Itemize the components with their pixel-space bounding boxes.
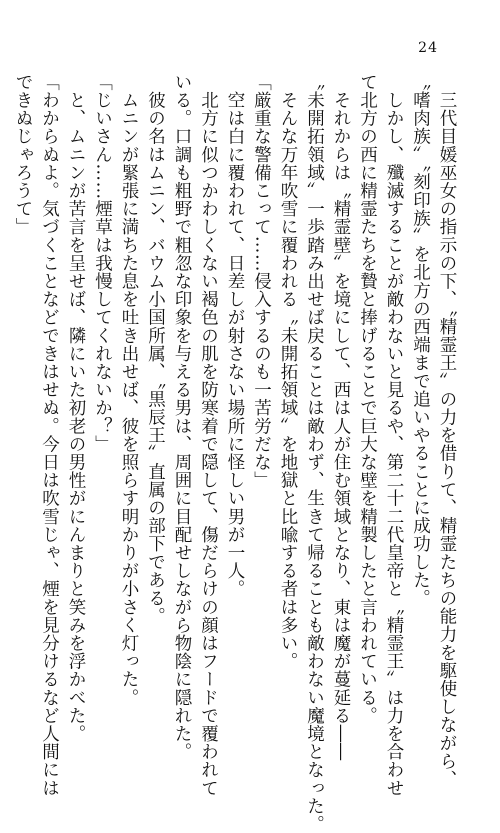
body-text [10,73,461,833]
text-line: ムニンが緊張に満ちた息を吐き出せば、彼を照らす明かりが小さく灯った。 [119,73,139,707]
text-line: 空は白に覆われて、日差しが射さない場所に怪しい男が一人。 [225,73,245,598]
text-line: そんな万年吹雪に覆われる〝未開拓領域〟を地獄と比喩する者は多い。 [278,73,298,671]
text-line: 北方に似つかわしくない褐色の肌を防寒着で隠して、傷だらけの顔はフードで覆われて [198,73,219,797]
text-line: 〝嗜肉族〟〝刻印族〟を北方の西端まで追いやることに成功した。 [410,73,431,608]
page-number: 24 [418,40,438,56]
text-line: と、ムニンが苦言を呈せば、隣にいた初老の男性がにんまりと笑みを浮かべた。 [66,73,86,743]
text-line: いる。口調も粗野で粗忽な印象を与える男は、周囲に目配せしながら物陰に隠れた。 [172,73,192,761]
text-line: 「厳重な警備こって……侵入するのも一苦労だな」 [251,73,272,490]
text-line: て北方の西に精霊たちを贄と捧げることで巨大な壁を精製したと言われている。 [357,73,378,725]
text-line: 〝未開拓領域〟一歩踏み出せば戻ることは敵わず、生きて帰ることも敵わない魔境となった。 [304,73,325,833]
text-line: しかし、殲滅することが敵わないと見るや、第二十二代皇帝と〝精霊王〟は力を合わせ [384,73,404,797]
text-line: 「わからぬよ。気づくことなどできはせぬ。今日は吹雪じゃ、煙を見分けるなど人間には [39,73,60,797]
text-line: 三代目媛巫女の指示の下、〝精霊王〟の力を借りて、精霊たちの能力を駆使しながら、 [437,73,457,789]
text-line: できぬじゃろうて」 [13,73,33,236]
text-line: 彼の名はムニン、バウム小国所属、〝黒辰王〟直属の部下である。 [145,73,166,626]
text-line: 「じいさん……煙草は我慢してくれないか？」 [92,73,113,454]
text-line: それからは〝精霊壁〟を境にして、西は人が住む領域となり、東は魔が蔓延る―― [331,73,351,761]
